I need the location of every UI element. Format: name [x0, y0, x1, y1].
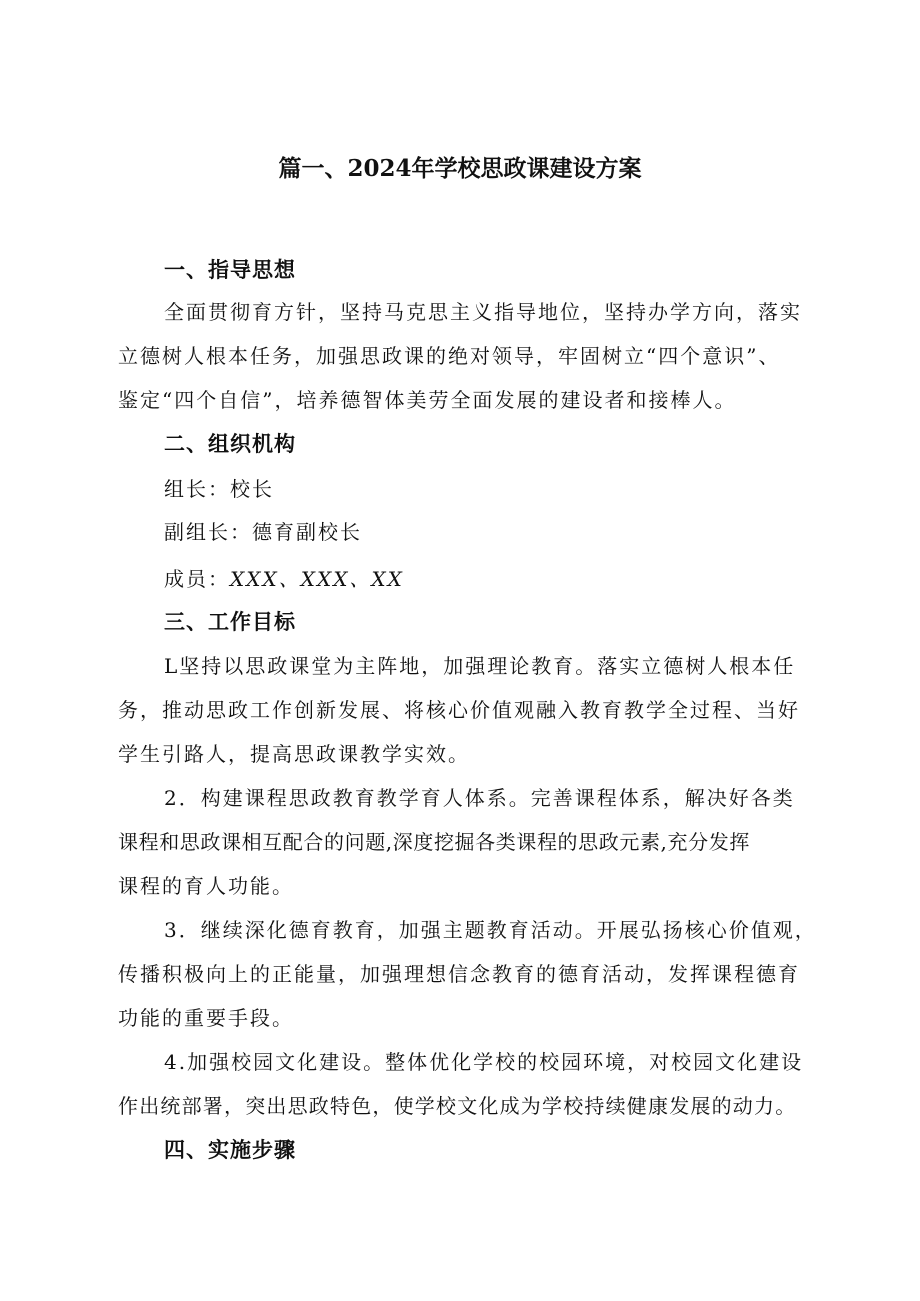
- goal-4-line: 作出统部署，突出思政特色，使学校文化成为学校持续健康发展的动力。: [118, 1094, 797, 1118]
- member-label: 成员：: [164, 567, 230, 591]
- goal-2-line: 2．构建课程思政教育教学育人体系。完善课程体系，解决好各类: [164, 786, 795, 810]
- section-heading-work-goals: 三、工作目标: [164, 610, 296, 634]
- paragraph-line: 鉴定“四个自信”，培养德智体美劳全面发展的建设者和接棒人。: [118, 388, 737, 412]
- member-value: 校长: [230, 477, 274, 501]
- goal-1-line: L坚持以思政课堂为主阵地，加强理论教育。落实立德树人根本任: [164, 654, 796, 678]
- member-label: 副组长：: [164, 520, 252, 544]
- member-row-members: [164, 563, 404, 592]
- goal-2-line: 课程的育人功能。: [118, 874, 294, 898]
- member-value: XXX、XXX、XX: [230, 567, 404, 591]
- member-row-leader: [164, 473, 274, 502]
- member-label: 组长：: [164, 477, 230, 501]
- goal-1-line: 学生引路人，提高思政课教学实效。: [118, 742, 470, 766]
- goal-4-line: 4.加强校园文化建设。整体优化学校的校园环境，对校园文化建设: [164, 1050, 804, 1074]
- goal-3-line: 3．继续深化德育教育，加强主题教育活动。开展弘扬核心价值观，: [164, 918, 817, 942]
- section-heading-implementation-steps: 四、实施步骤: [164, 1138, 296, 1162]
- document-title: 篇一、2024年学校思政课建设方案: [278, 155, 642, 182]
- section-heading-guiding-ideology: 一、指导思想: [164, 258, 296, 282]
- goal-3-line: 传播积极向上的正能量，加强理想信念教育的德育活动，发挥课程德育: [118, 962, 800, 986]
- goal-2-line: 课程和思政课相互配合的问题,深度挖掘各类课程的思政元素,充分发挥: [118, 830, 750, 854]
- member-row-deputy-leader: [164, 516, 362, 545]
- section-heading-organization: 二、组织机构: [164, 432, 296, 456]
- paragraph-line: 立德树人根本任务，加强思政课的绝对领导，牢固树立“四个意识”、: [118, 344, 781, 368]
- goal-1-line: 务，推动思政工作创新发展、将核心价值观融入教育教学全过程、当好: [118, 698, 800, 722]
- member-value: 德育副校长: [252, 520, 362, 544]
- paragraph-line: 全面贯彻育方针，坚持马克思主义指导地位，坚持办学方向，落实: [164, 300, 802, 324]
- goal-3-line: 功能的重要手段。: [118, 1006, 294, 1030]
